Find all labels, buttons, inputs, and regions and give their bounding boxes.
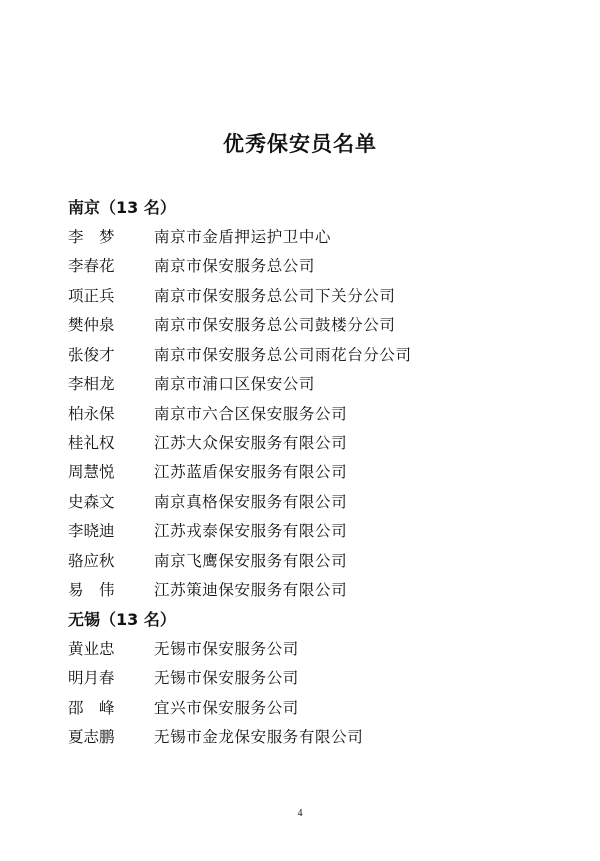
person-organization: 无锡市保安服务公司	[154, 669, 299, 687]
person-organization: 南京市浦口区保安公司	[154, 375, 316, 393]
person-name: 史森文	[68, 493, 115, 511]
person-organization: 南京真格保安服务有限公司	[154, 493, 348, 511]
person-name: 项正兵	[68, 287, 115, 305]
page-number: 4	[297, 808, 303, 819]
person-name: 柏永保	[68, 405, 115, 423]
person-name: 李春花	[68, 257, 115, 275]
person-organization: 江苏大众保安服务有限公司	[154, 434, 348, 452]
person-name: 桂礼权	[68, 434, 115, 452]
page-title: 优秀保安员名单	[223, 132, 377, 156]
person-organization: 南京市金盾押运护卫中心	[154, 228, 332, 246]
person-name: 李晓迪	[68, 522, 115, 540]
person-name: 邵 峰	[68, 699, 115, 717]
person-name: 李 梦	[68, 228, 115, 246]
person-organization: 无锡市金龙保安服务有限公司	[154, 728, 364, 746]
person-name: 夏志鹏	[68, 728, 115, 746]
person-name: 樊仲泉	[68, 316, 115, 334]
person-name: 黄业忠	[68, 640, 115, 658]
person-name: 周慧悦	[68, 463, 115, 481]
person-organization: 南京市保安服务总公司鼓楼分公司	[154, 316, 396, 334]
person-organization: 江苏戎泰保安服务有限公司	[154, 522, 348, 540]
person-name: 李相龙	[68, 375, 115, 393]
person-organization: 江苏策迪保安服务有限公司	[154, 581, 348, 599]
person-organization: 江苏蓝盾保安服务有限公司	[154, 463, 348, 481]
person-organization: 无锡市保安服务公司	[154, 640, 299, 658]
person-organization: 宜兴市保安服务公司	[154, 699, 299, 717]
person-organization: 南京市保安服务总公司下关分公司	[154, 287, 396, 305]
person-organization: 南京市保安服务总公司雨花台分公司	[154, 346, 412, 364]
section-heading-nanjing: 南京（13 名）	[68, 198, 176, 217]
section-heading-wuxi: 无锡（13 名）	[68, 610, 176, 629]
person-name: 骆应秋	[68, 552, 115, 570]
person-name: 张俊才	[68, 346, 115, 364]
person-organization: 南京市六合区保安服务公司	[154, 405, 348, 423]
person-name: 易 伟	[68, 581, 115, 599]
person-organization: 南京市保安服务总公司	[154, 257, 316, 275]
person-organization: 南京飞鹰保安服务有限公司	[154, 552, 348, 570]
person-name: 明月春	[68, 669, 115, 687]
